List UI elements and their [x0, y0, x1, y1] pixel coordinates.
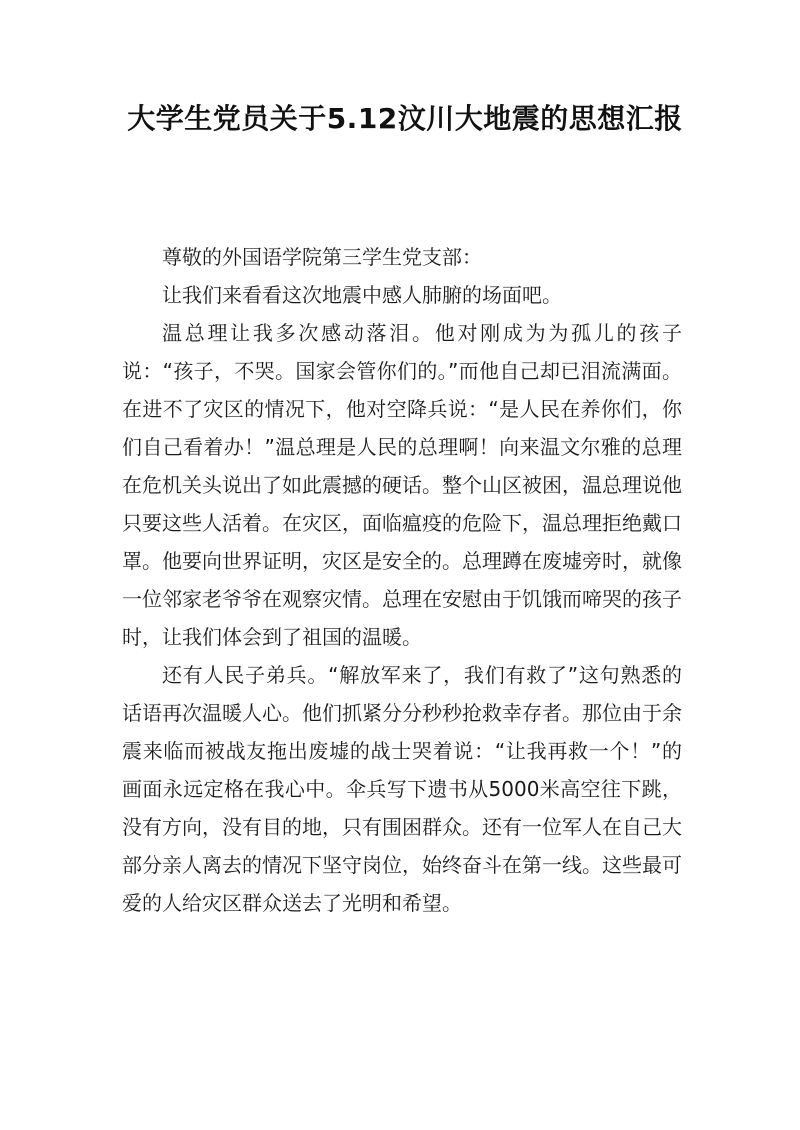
document-body: [122, 238, 682, 922]
document-title: 大学生党员关于5.12汶川大地震的思想汇报: [127, 102, 683, 135]
paragraph-premier: 温总理让我多次感动落泪。他对刚成为为孤儿的孩子说：“孩子，不哭。国家会管你们的。”而他自己却已泪流满面。在进不了灾区的情况下，他对空降兵说：“是人民在养你们，你们自己看着办！”温总理是人民的总理啊！向来温文尔雅的总理在危机关头说出了如此震撼的硬话。整个山区被困，温总理说他只要这些人活着。在灾区，面临瘟疫的危险下，温总理拒绝戴口罩。他要向世界证明，灾区是安全的。总理蹲在废墟旁时，就像一位邻家老爷爷在观察灾情。总理在安慰由于饥饿而啼哭的孩子时，让我们体会到了祖国的温暖。: [122, 321, 682, 649]
paragraph-soldiers: 还有人民子弟兵。“解放军来了，我们有救了”这句熟悉的话语再次温暖人心。他们抓紧分分秒秒抢救幸存者。那位由于余震来临而被战友拖出废墟的战士哭着说：“让我再救一个！”的画面永远定格在我心中。伞兵写下遗书从5000米高空往下跳，没有方向，没有目的地，只有围困群众。还有一位军人在自己大部分亲人离去的情况下坚守岗位，始终奋斗在第一线。这些最可爱的人给灾区群众送去了光明和希望。: [122, 663, 682, 915]
paragraph-intro: 让我们来看看这次地震中感人肺腑的场面吧。: [162, 283, 562, 307]
salutation: 尊敬的外国语学院第三学生党支部：: [162, 245, 482, 269]
